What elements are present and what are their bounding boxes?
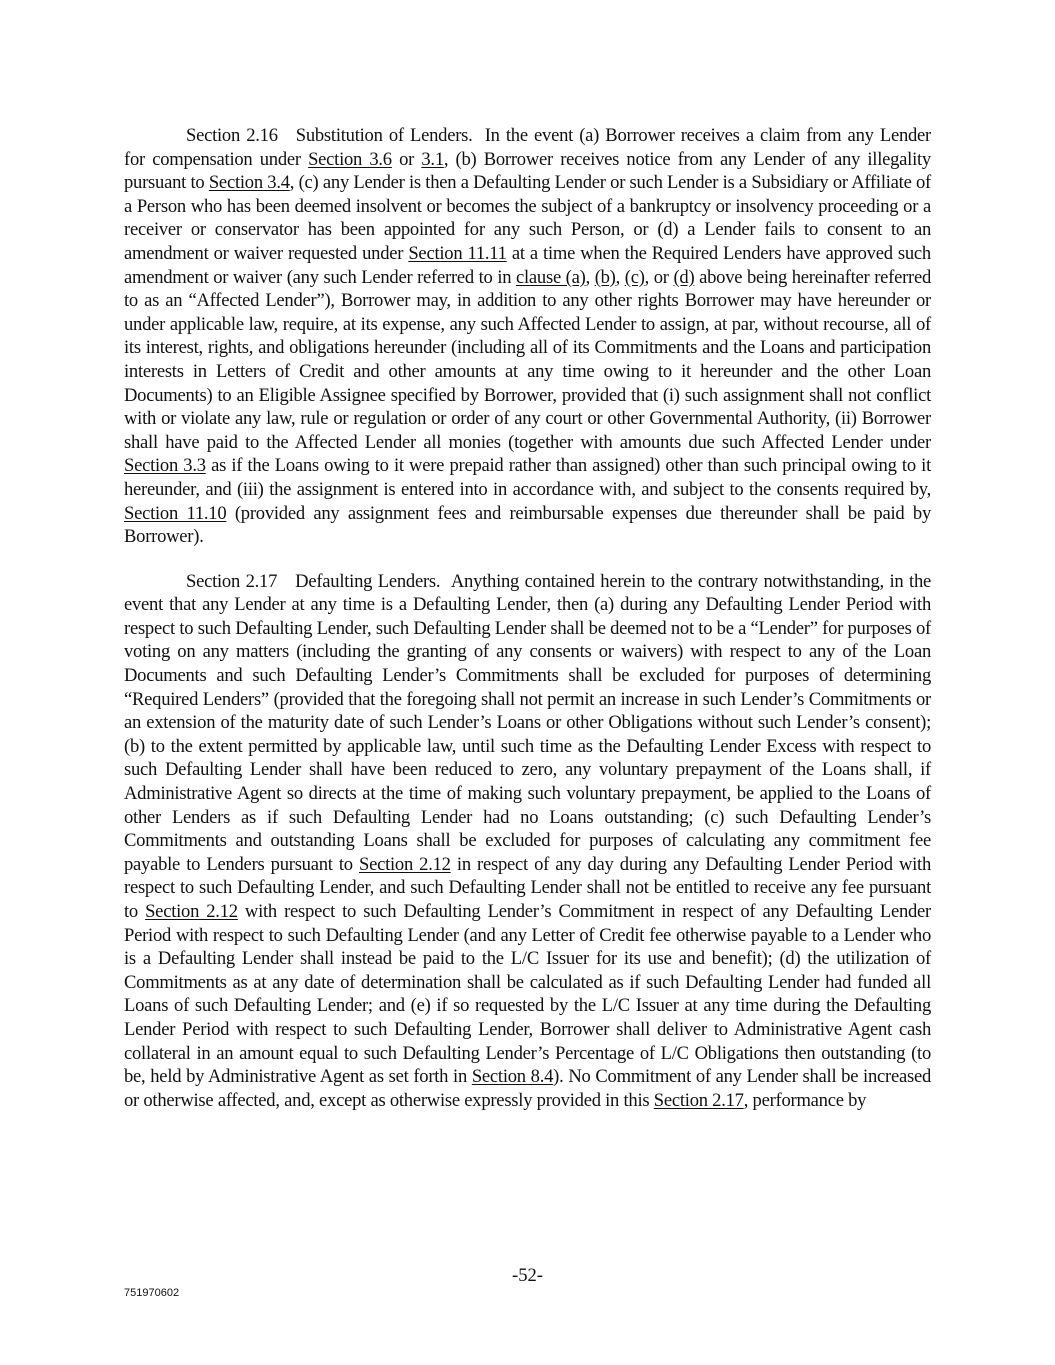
body-text: with respect to such Defaulting Lender’s Commitment in respect of any Defaulting Lender Period with respect to such Defaulting Lender (and any Letter of Credit fee otherwise payable to a Lender who is a Defaulting Lender shall instead be paid to the L/C Issuer for its use and benefit); (d) the utilization of Commitments as at any date of determination shall be calculated as if such Defaulting Lender had funded all Loans of such Defaulting Lender; and (e) if so requested by the L/C Issuer at any time during the Defaulting Lender Period with respect to such Defaulting Lender, Borrower shall deliver to Administrative Agent cash collateral in an amount equal to such Defaulting Lender’s Percentage of L/C Obligations then outstanding (to be, held by Administrative Agent as set forth in bbox=[124, 901, 931, 1088]
clause-b-reference: (b) bbox=[594, 266, 616, 288]
section-3-4-reference: Section 3.4 bbox=[208, 172, 290, 194]
clause-a-reference: clause (a) bbox=[516, 266, 586, 288]
section-11-10-reference: Section 11.10 bbox=[124, 502, 227, 524]
section-2-12-reference: Section 2.12 bbox=[359, 853, 451, 875]
body-text: , (c) any Lender is then a Defaulting Lender or such Lender is a Subsidiary or Affiliate of a Person who has been deemed insolvent or becomes the subject of a bankruptcy or insolvency proceeding or a receiver or conservator has been appointed for any such Person, or (d) a Lender fails to consent to an amendment or waiver requested under bbox=[124, 172, 931, 264]
page-number: -52- bbox=[512, 1265, 543, 1286]
clause-c-reference: (c) bbox=[624, 266, 645, 288]
section-3-1-reference: 3.1 bbox=[421, 148, 444, 170]
body-text: in respect of any day during any Defaulting Lender Period with respect to such Defaulting Lender, and such Defaulting Lender shall not be entitled to receive any fee pursuant to bbox=[124, 853, 931, 922]
body-text: above being hereinafter referred to as an “Affected Lender”), Borrower may, in addition to any other rights Borrower may have hereunder or under applicable law, require, at its expense, any such Affected Lender to assign, at par, without recourse, all of its interest, rights, and obligations hereunder (including all of its Commitments and the Loans and participation interests in Letters of Credit and other amounts at any time owing to it hereunder and the other Loan Documents) to an Eligible Assignee specified by Borrower, provided that (i) such assignment shall not conflict with or violate any law, rule or regulation or order of any court or other Governmental Authority, (ii) Borrower shall have paid to the Affected Lender all monies (together with amounts due such Affected Lender under bbox=[124, 266, 932, 453]
document-id: 751970602 bbox=[124, 1287, 180, 1299]
body-text: , performance by bbox=[743, 1089, 867, 1111]
body-text: , (b) Borrower receives notice from any Lender of any illegality pursuant to bbox=[124, 148, 931, 194]
body-text: , or bbox=[644, 266, 674, 288]
body-text: Anything contained herein to the contrary notwithstanding, in the event that any Lender at any time is a Defaulting Lender, then (a) during any Defaulting Lender Period with respect to such Defaulting Lender, such Defaulting Lender shall be deemed not to be a “Lender” for purposes of voting on any matters (including the granting of any consents or waivers) with respect to any of the Loan Documents and such Defaulting Lender’s Commitments shall be excluded for purposes of determining “Required Lenders” (provided that the foregoing shall not permit an increase in such Lender’s Commitments or an extension of the maturity date of such Lender’s Loans or other Obligations without such Lender’s consent); (b) to the extent permitted by applicable law, until such time as the Defaulting Lender Excess with respect to such Defaulting Lender shall have been reduced to zero, any voluntary prepayment of the Loans shall, if Administrative Agent so directs at the time of making such voluntary prepayment, be applied to the Loans of other Lenders as if such Defaulting Lender had no Loans outstanding; (c) such Defaulting Lender’s Commitments and outstanding Loans shall be excluded for purposes of calculating any commitment fee payable to Lenders pursuant to bbox=[124, 570, 932, 875]
body-text: , bbox=[585, 266, 595, 288]
section-11-11-reference: Section 11.11 bbox=[408, 242, 507, 264]
section-2-16-number: Section 2.16 bbox=[186, 125, 278, 146]
body-text: as if the Loans owing to it were prepaid rather than assigned) other than such principal owing to it hereunder, and (iii) the assignment is entered into in accordance with, and subject to the consents required by, bbox=[124, 455, 931, 500]
body-text: (provided any assignment fees and reimbursable expenses due thereunder shall be paid by Borrower). bbox=[124, 502, 931, 548]
section-2-16-paragraph bbox=[124, 124, 931, 549]
document-page bbox=[124, 124, 931, 1112]
section-2-16-title: Substitution of Lenders. bbox=[295, 125, 473, 146]
body-text: ). No Commitment of any Lender shall be increased or otherwise affected, and, except as otherwise expressly provided in this bbox=[124, 1066, 931, 1111]
section-2-17-paragraph bbox=[124, 570, 931, 1113]
section-2-17-title: Defaulting Lenders. bbox=[295, 570, 441, 592]
section-8-4-reference: Section 8.4 bbox=[471, 1066, 554, 1088]
body-text: In the event (a) Borrower receives a claim from any Lender for compensation under bbox=[124, 125, 931, 170]
body-text: at a time when the Required Lenders have approved such amendment or waiver (any such Lender referred to in bbox=[124, 242, 931, 288]
section-2-17-number: Section 2.17 bbox=[186, 570, 278, 592]
clause-d-reference: (d) bbox=[673, 266, 695, 288]
section-2-17-reference: Section 2.17 bbox=[653, 1089, 744, 1111]
body-text: or bbox=[391, 148, 422, 170]
body-text: , bbox=[615, 266, 625, 288]
section-2-12-reference: Section 2.12 bbox=[145, 901, 238, 922]
section-3-3-reference: Section 3.3 bbox=[124, 455, 206, 477]
section-3-6-reference: Section 3.6 bbox=[308, 148, 392, 170]
